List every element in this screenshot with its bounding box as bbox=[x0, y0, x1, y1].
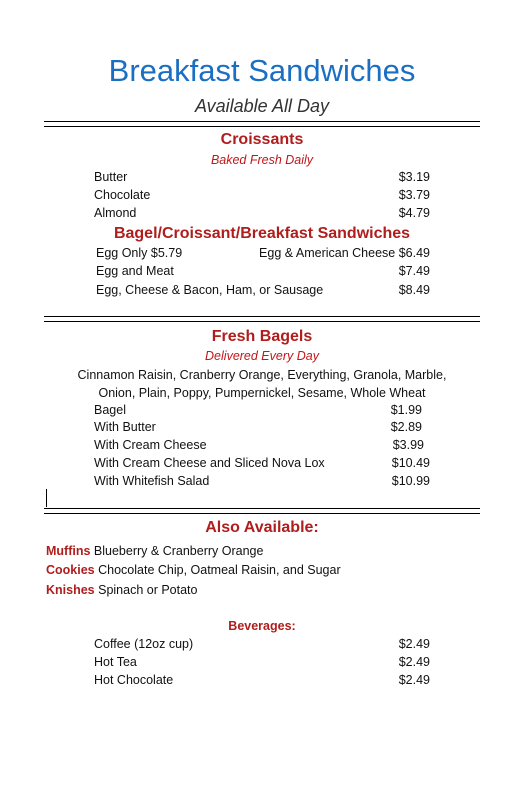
menu-item-name: With Cream Cheese bbox=[94, 438, 207, 452]
divider bbox=[44, 126, 480, 127]
croissants-subheading: Baked Fresh Daily bbox=[210, 153, 314, 167]
menu-item-name: Bagel bbox=[94, 403, 126, 417]
menu-item-name: With Butter bbox=[94, 420, 156, 434]
menu-item-price: $10.49 bbox=[391, 456, 430, 470]
menu-item-name: Almond bbox=[94, 206, 137, 220]
menu-item-price: $2.89 bbox=[390, 420, 422, 434]
menu-item-price: $8.49 bbox=[398, 283, 430, 297]
also-text: Spinach or Potato bbox=[94, 583, 198, 597]
menu-item-name: With Cream Cheese and Sliced Nova Lox bbox=[94, 456, 325, 470]
text-cursor bbox=[46, 489, 47, 507]
menu-item-price: $3.99 bbox=[392, 438, 424, 452]
menu-item-price: $3.19 bbox=[398, 170, 430, 184]
bagel-varieties-line: Onion, Plain, Poppy, Pumpernickel, Sesame, Whole Wheat bbox=[98, 386, 426, 400]
menu-item-price: $2.49 bbox=[398, 655, 430, 669]
menu-item-name: Chocolate bbox=[94, 188, 151, 202]
menu-item-price: $2.49 bbox=[398, 673, 430, 687]
divider bbox=[44, 321, 480, 322]
divider bbox=[44, 121, 480, 122]
page-subtitle: Available All Day bbox=[194, 96, 330, 116]
also-label: Muffins bbox=[46, 544, 91, 558]
also-row-muffins bbox=[46, 542, 263, 560]
menu-item-name: Egg, Cheese & Bacon, Ham, or Sausage bbox=[96, 283, 324, 297]
menu-item-name: Hot Chocolate bbox=[94, 673, 174, 687]
menu-item-price: $3.79 bbox=[398, 188, 430, 202]
menu-item-name: Hot Tea bbox=[94, 655, 137, 669]
menu-item-egg-only: Egg Only $5.79 bbox=[96, 246, 183, 260]
also-row-knishes bbox=[46, 581, 198, 599]
also-heading: Also Available: bbox=[205, 519, 319, 536]
menu-item-price: $1.99 bbox=[390, 403, 422, 417]
croissants-heading: Croissants bbox=[220, 131, 304, 148]
page-title: Breakfast Sandwiches bbox=[108, 53, 416, 88]
menu-item-egg-american: Egg & American Cheese $6.49 bbox=[259, 246, 430, 260]
menu-item-name: Coffee (12oz cup) bbox=[94, 637, 194, 651]
also-text: Chocolate Chip, Oatmeal Raisin, and Sugar bbox=[94, 563, 341, 577]
sandwiches-heading: Bagel/Croissant/Breakfast Sandwiches bbox=[113, 225, 411, 242]
menu-item-name: Butter bbox=[94, 170, 128, 184]
divider bbox=[44, 513, 480, 514]
also-row-cookies bbox=[46, 561, 341, 579]
menu-item-price: $2.49 bbox=[398, 637, 430, 651]
menu-item-name: With Whitefish Salad bbox=[94, 474, 210, 488]
also-label: Cookies bbox=[46, 563, 95, 577]
also-text: Blueberry & Cranberry Orange bbox=[90, 544, 264, 558]
divider bbox=[44, 316, 480, 317]
also-label: Knishes bbox=[46, 583, 95, 597]
bagels-subheading: Delivered Every Day bbox=[205, 349, 319, 363]
menu-item-name: Egg and Meat bbox=[96, 264, 174, 278]
menu-item-price: $4.79 bbox=[398, 206, 430, 220]
menu-item-price: $10.99 bbox=[391, 474, 430, 488]
bagels-heading: Fresh Bagels bbox=[211, 328, 313, 345]
bagel-varieties-line: Cinnamon Raisin, Cranberry Orange, Everything, Granola, Marble, bbox=[77, 368, 447, 382]
divider bbox=[44, 508, 480, 509]
menu-item-price: $7.49 bbox=[398, 264, 430, 278]
beverages-heading: Beverages: bbox=[228, 619, 296, 633]
